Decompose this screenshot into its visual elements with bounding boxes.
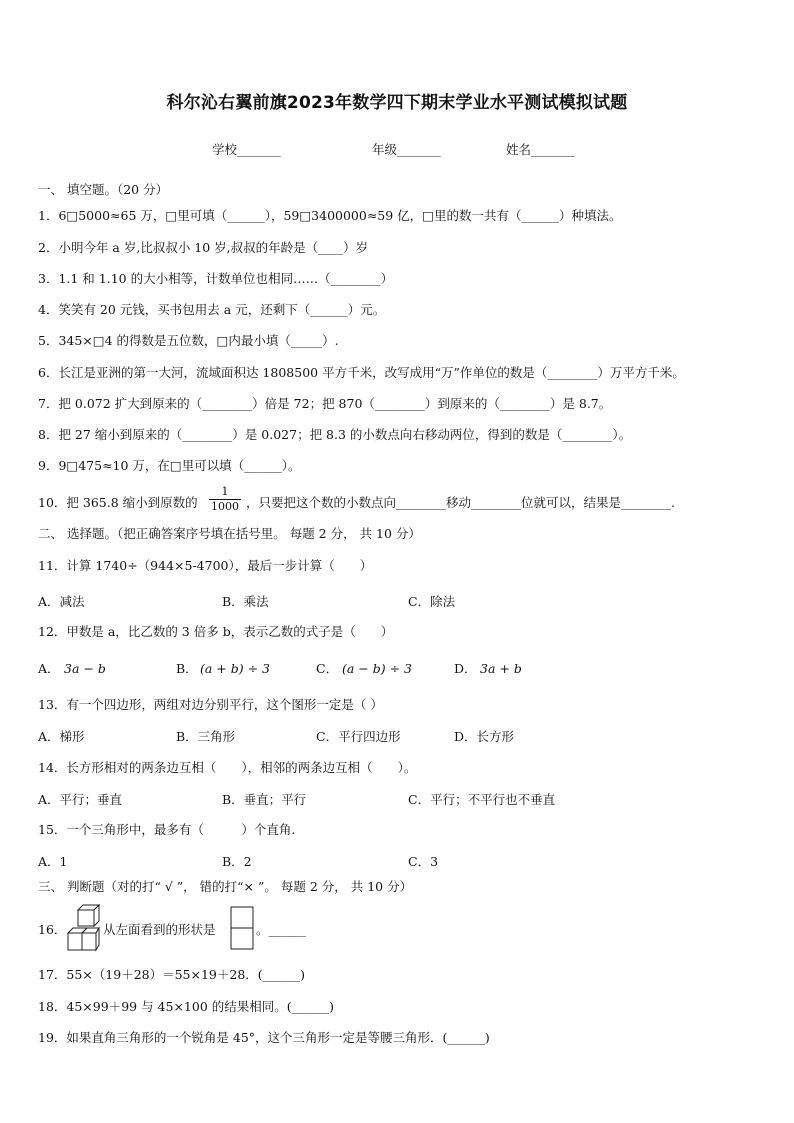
question-13: 13．有一个四边形，两组对边分别平行，这个图形一定是（ ） bbox=[38, 697, 383, 712]
question-2: 2．小明今年 a 岁,比叔叔小 10 岁,叔叔的年龄是（____）岁 bbox=[38, 240, 369, 255]
question-13-option-d: D．长方形 bbox=[454, 729, 515, 744]
grade-field: 年级_______ bbox=[372, 142, 441, 157]
question-12-option-d-label: D． bbox=[454, 661, 477, 676]
question-15-option-a: A．1 bbox=[38, 854, 68, 869]
question-12-option-c-label: C． bbox=[316, 661, 339, 676]
fraction-denominator: 1000 bbox=[211, 500, 239, 513]
section-2-heading: 二、 选择题。（把正确答案序号填在括号里。 每题 2 分， 共 10 分） bbox=[38, 526, 421, 541]
question-3: 3．1.1 和 1.10 的大小相等，计数单位也相同……（________） bbox=[38, 271, 394, 286]
question-12-option-c: (a − b) ÷ 3 bbox=[342, 661, 413, 676]
question-17: 17．55×（19＋28）＝55×19＋28．(______) bbox=[38, 967, 306, 982]
question-18: 18．45×99＋99 与 45×100 的结果相同。(______) bbox=[38, 999, 335, 1014]
question-12-option-a-label: A． bbox=[38, 661, 60, 676]
school-field: 学校_______ bbox=[212, 142, 281, 157]
stacked-cubes-icon bbox=[66, 904, 100, 952]
question-12-option-a: 3a − b bbox=[64, 661, 106, 676]
fraction-one-thousandth bbox=[209, 486, 241, 513]
question-13-option-b: B．三角形 bbox=[176, 729, 236, 744]
question-14-option-c: C．平行；不平行也不垂直 bbox=[408, 792, 556, 807]
question-13-option-a: A．梯形 bbox=[38, 729, 85, 744]
question-8: 8．把 27 缩小到原来的（________）是 0.027；把 8.3 的小数点向右移动两位，得到的数是（________）。 bbox=[38, 427, 632, 442]
question-11-option-b: B．乘法 bbox=[222, 594, 269, 609]
question-16-end: 。______ bbox=[256, 922, 307, 937]
side-view-squares-icon bbox=[230, 906, 254, 950]
question-12-option-b-label: B． bbox=[176, 661, 198, 676]
section-1-heading: 一、 填空题。（20 分） bbox=[38, 182, 169, 197]
question-11: 11．计算 1740÷（944×5-4700），最后一步计算（ ） bbox=[38, 558, 373, 573]
question-4: 4．笑笑有 20 元钱，买书包用去 a 元，还剩下（______）元。 bbox=[38, 302, 386, 317]
question-14: 14．长方形相对的两条边互相（ ），相邻的两条边互相（ ）。 bbox=[38, 760, 417, 775]
name-field: 姓名_______ bbox=[506, 142, 575, 157]
question-14-option-a: A．平行；垂直 bbox=[38, 792, 123, 807]
question-6: 6．长江是亚洲的第一大河，流域面积达 1808500 平方千米，改写成用“万”作单位的数是（________）万平方千米。 bbox=[38, 365, 685, 380]
question-10-part-b: ，只要把这个数的小数点向________移动________位就可以，结果是________. bbox=[246, 495, 675, 510]
section-3-heading: 三、 判断题（对的打“ √ ”， 错的打“× ”。 每题 2 分， 共 10 分） bbox=[38, 879, 413, 894]
question-13-option-c: C．平行四边形 bbox=[316, 729, 401, 744]
question-5: 5．345×□4 的得数是五位数，□内最小填（_____）. bbox=[38, 333, 339, 348]
question-10-part-a: 10．把 365.8 缩小到原数的 bbox=[38, 495, 198, 510]
question-19: 19．如果直角三角形的一个锐角是 45°，这个三角形一定是等腰三角形．(______) bbox=[38, 1030, 490, 1045]
question-12: 12．甲数是 a，比乙数的 3 倍多 b，表示乙数的式子是（ ） bbox=[38, 624, 394, 639]
question-15-option-c: C．3 bbox=[408, 854, 439, 869]
question-14-option-b: B．垂直；平行 bbox=[222, 792, 307, 807]
question-7: 7．把 0.072 扩大到原来的（________）倍是 72；把 870（________）到原来的（________）是 8.7。 bbox=[38, 396, 612, 411]
question-15: 15．一个三角形中，最多有（ ）个直角. bbox=[38, 822, 296, 837]
fraction-numerator: 1 bbox=[221, 485, 229, 498]
question-16-text: 从左面看到的形状是 bbox=[103, 922, 216, 937]
page-title: 科尔沁右翼前旗2023年数学四下期末学业水平测试模拟试题 bbox=[166, 93, 628, 113]
question-16-number: 16． bbox=[38, 922, 67, 937]
question-12-option-b: (a + b) ÷ 3 bbox=[200, 661, 271, 676]
question-9: 9．9□475≈10 万，在□里可以填（______）。 bbox=[38, 458, 301, 473]
question-15-option-b: B．2 bbox=[222, 854, 252, 869]
question-12-option-d: 3a + b bbox=[480, 661, 522, 676]
question-11-option-a: A．减法 bbox=[38, 594, 85, 609]
question-1: 1．6□5000≈65 万，□里可填（______），59□3400000≈59 亿，□里的数一共有（______）种填法。 bbox=[38, 208, 622, 223]
question-11-option-c: C．除法 bbox=[408, 594, 456, 609]
